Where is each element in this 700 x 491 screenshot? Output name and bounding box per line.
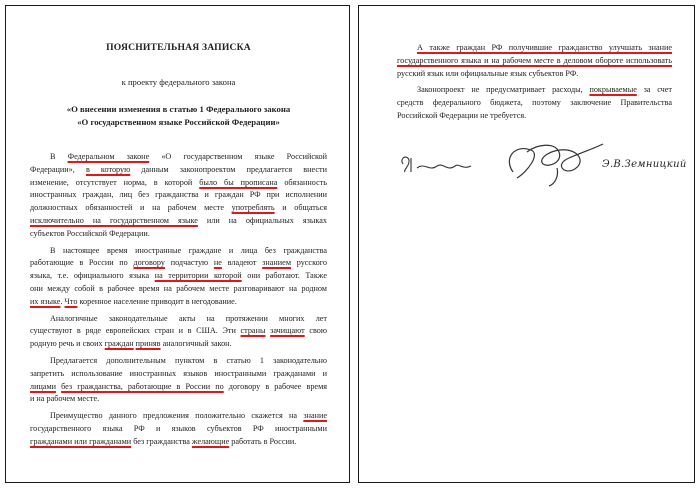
paragraph-3	[30, 313, 327, 351]
signature-name: Э.В.Земницкий	[602, 159, 687, 170]
law-title-line-2: «О государственном языке Российской Федерации»	[77, 117, 280, 127]
text-line: В настоящее время иностранные граждане и лица без гражданства	[50, 245, 327, 255]
text-line: Федерации», в которую данным законопроектом предлагается внести	[30, 164, 327, 174]
underlined-phrase: граждан	[104, 339, 134, 349]
signature-scribble	[497, 138, 607, 190]
underlined-phrase: договору	[133, 258, 165, 268]
underlined-phrase: желающие	[191, 436, 230, 446]
underlined-phrase: не	[213, 258, 222, 268]
text-line	[397, 42, 672, 55]
text-line: исключительно на государственном языке или на официальных языках	[30, 215, 327, 225]
text-line: их языке. Что коренное население приводит в негодование.	[30, 296, 237, 306]
paragraph-5	[30, 410, 327, 448]
signature-block	[397, 146, 687, 186]
paragraph-2	[30, 245, 327, 309]
text-line: Законопроект не предусматривает расходы, покрываемые за счет	[417, 85, 672, 95]
underlined-phrase: знанием	[262, 258, 292, 268]
underlined-phrase: государственного языка и на рабочем месте в деловом обороте использовать	[397, 55, 672, 65]
paragraph-7	[397, 84, 672, 122]
text-line: изменение, отсутствует норма, в которой было бы прописана обязанность	[30, 177, 328, 187]
text-line	[397, 55, 672, 68]
text-line: государственного языка РФ и языков субъектов РФ иностранными	[30, 423, 327, 433]
underlined-phrase: их языке	[30, 296, 61, 306]
text-line: языка, т.е. официального языка на территории которой они работают. Также	[30, 271, 327, 281]
underlined-phrase: Что	[64, 296, 78, 306]
underlined-phrase: на территории которой	[154, 271, 242, 281]
underlined-phrase: страны	[240, 326, 266, 336]
text-line: родную речь и своих граждан приняв аналогичный закон.	[30, 339, 232, 349]
underlined-phrase: употреблять	[231, 203, 275, 213]
paragraph-1	[30, 151, 327, 241]
right-document-page	[358, 5, 695, 483]
law-title	[30, 103, 327, 129]
underlined-phrase: гражданами или гражданами	[30, 436, 132, 446]
underlined-phrase: приняв	[135, 339, 161, 349]
text-line: Преимущество данного предложения положительно скажется на знание	[50, 411, 327, 421]
text-line: Российской Федерации не требуется.	[397, 110, 527, 120]
text-line: русский язык или официальные язык субъектов РФ.	[397, 68, 579, 78]
handwritten-note	[397, 150, 477, 180]
text-line: Предлагается дополнительным пунктом в статью 1 законодательно	[50, 355, 327, 365]
underlined-phrase: зачищают	[270, 326, 305, 336]
document-title: ПОЯСНИТЕЛЬНАЯ ЗАПИСКА	[106, 42, 251, 53]
text-line: лицами без гражданства, работающие в России по договору в рабочее время	[30, 381, 328, 391]
underlined-phrase: знание	[303, 411, 327, 421]
text-line: они между собой в рабочее время на рабочем месте разговаривают на родном	[30, 283, 327, 293]
text-line: Аналогичные законодательные акты на протяжении многих лет	[50, 313, 327, 323]
underlined-phrase: лицами	[30, 381, 57, 391]
underlined-phrase: исключительно на государственном языке	[30, 215, 198, 225]
text-line: должностных обязанностей и на рабочем месте употреблять и общаться	[30, 203, 327, 213]
text-line: работающие в России по договору подчастую не владеют знанием русского	[30, 258, 327, 268]
text-line: средств федерального бюджета, поэтому заключение Правительства	[397, 98, 672, 108]
paragraph-4	[30, 355, 327, 406]
paragraph-6	[397, 42, 672, 80]
underlined-phrase: было бы прописана	[199, 177, 278, 187]
text-line: иностранных граждан, лиц без гражданства и граждан РФ при исполнении	[30, 190, 327, 200]
text-line: субъектов Российской Федерации.	[30, 228, 150, 238]
text-line: существуют в ряде европейских стран и в США. Эти страны зачищают свою	[30, 326, 328, 336]
underlined-phrase: А также граждан РФ получившие гражданство улучшать знание	[417, 43, 672, 52]
left-document-page	[5, 5, 350, 483]
text-line: гражданами или гражданами без гражданства желающие работать в России.	[30, 436, 297, 446]
underlined-phrase: Федеральном законе	[67, 152, 150, 161]
text-line: В Федеральном законе «О государственном языке Российской	[50, 152, 328, 161]
underlined-phrase: покрываемые	[589, 85, 637, 95]
law-title-line-1: «О внесении изменения в статью 1 Федерального закона	[66, 104, 291, 114]
underlined-phrase: без гражданства, работающие в России по	[61, 381, 224, 391]
underlined-phrase: в которую	[85, 164, 131, 174]
text-line: и на рабочем месте.	[30, 394, 100, 404]
text-line: запретить использование иностранных языков иностранными гражданами и	[30, 368, 327, 378]
document-subtitle: к проекту федерального закона	[121, 77, 236, 87]
